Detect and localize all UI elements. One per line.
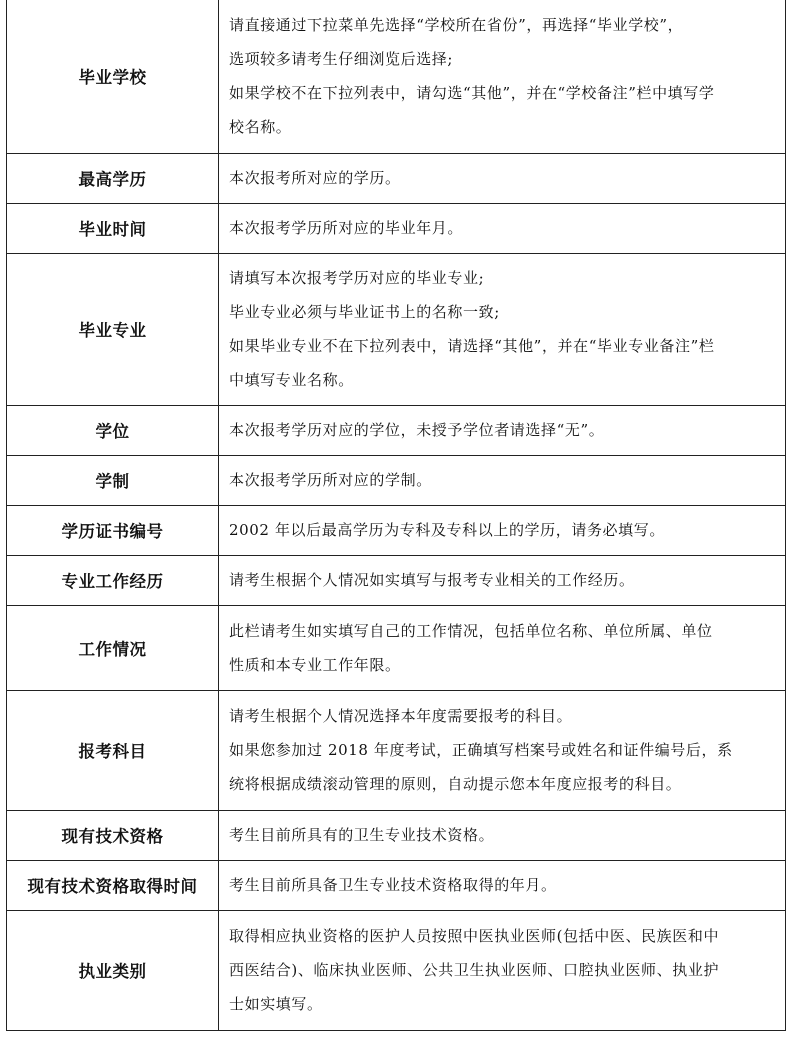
table-row xyxy=(7,153,786,203)
description-line: 本次报考所对应的学历。 xyxy=(229,169,401,187)
field-label: 工作情况 xyxy=(7,605,219,690)
table-row xyxy=(7,455,786,505)
description-line: 请考生根据个人情况选择本年度需要报考的科目。 xyxy=(229,707,573,725)
table-row xyxy=(7,860,786,910)
field-description xyxy=(219,910,786,1030)
description-line: 考生目前所具有的卫生专业技术资格。 xyxy=(229,826,495,844)
description-line: 本次报考学历所对应的毕业年月。 xyxy=(229,219,464,237)
table-row xyxy=(7,690,786,810)
field-label: 现有技术资格取得时间 xyxy=(7,860,219,910)
field-label: 最高学历 xyxy=(7,153,219,203)
field-label: 毕业专业 xyxy=(7,253,219,405)
table-row xyxy=(7,253,786,405)
field-label: 毕业时间 xyxy=(7,203,219,253)
description-line: 此栏请考生如实填写自己的工作情况，包括单位名称、单位所属、单位 xyxy=(229,621,713,640)
field-label: 报考科目 xyxy=(7,690,219,810)
field-description xyxy=(219,605,786,690)
description-line: 如果毕业专业不在下拉列表中，请选择“其他”，并在“毕业专业备注”栏 xyxy=(229,337,715,355)
field-label: 学历证书编号 xyxy=(7,505,219,555)
description-line: 请考生根据个人情况如实填写与报考专业相关的工作经历。 xyxy=(229,571,635,589)
field-label: 学制 xyxy=(7,455,219,505)
field-description xyxy=(219,555,786,605)
description-line: 性质和本专业工作年限。 xyxy=(229,655,401,674)
field-label: 学位 xyxy=(7,405,219,455)
table-row xyxy=(7,605,786,690)
field-description xyxy=(219,455,786,505)
description-line: 请直接通过下拉菜单先选择“学校所在省份”，再选择“毕业学校”， xyxy=(229,16,684,35)
description-line: 本次报考学历所对应的学制。 xyxy=(229,471,432,489)
field-description xyxy=(219,690,786,810)
description-line: 选项较多请考生仔细浏览后选择; xyxy=(229,50,454,69)
table-row xyxy=(7,505,786,555)
table-row xyxy=(7,910,786,1030)
description-line: 校名称。 xyxy=(229,118,292,137)
field-description xyxy=(219,0,786,153)
table-row xyxy=(7,810,786,860)
description-line: 取得相应执业资格的医护人员按照中医执业医师(包括中医、民族医和中 xyxy=(229,927,720,945)
field-description xyxy=(219,505,786,555)
field-label: 现有技术资格 xyxy=(7,810,219,860)
table-row xyxy=(7,203,786,253)
field-description-table xyxy=(6,0,786,1031)
description-line: 士如实填写。 xyxy=(229,995,323,1013)
description-line: 请填写本次报考学历对应的毕业专业; xyxy=(229,269,485,287)
field-description xyxy=(219,860,786,910)
description-line: 西医结合)、临床执业医师、公共卫生执业医师、口腔执业医师、执业护 xyxy=(229,961,720,979)
field-description xyxy=(219,810,786,860)
field-label: 专业工作经历 xyxy=(7,555,219,605)
description-line: 2002 年以后最高学历为专科及专科以上的学历，请务必填写。 xyxy=(229,521,665,539)
description-line: 如果您参加过 2018 年度考试，正确填写档案号或姓名和证件编号后，系 xyxy=(229,741,733,759)
description-line: 中填写专业名称。 xyxy=(229,371,354,389)
description-line: 本次报考学历对应的学位，未授予学位者请选择“无”。 xyxy=(229,421,605,439)
table-row xyxy=(7,405,786,455)
description-line: 考生目前所具备卫生专业技术资格取得的年月。 xyxy=(229,876,557,894)
field-description xyxy=(219,153,786,203)
description-line: 统将根据成绩滚动管理的原则，自动提示您本年度应报考的科目。 xyxy=(229,775,682,793)
description-line: 毕业专业必须与毕业证书上的名称一致; xyxy=(229,303,500,321)
description-line: 如果学校不在下拉列表中，请勾选“其他”，并在“学校备注”栏中填写学 xyxy=(229,84,715,103)
field-description xyxy=(219,405,786,455)
field-label: 执业类别 xyxy=(7,910,219,1030)
field-description xyxy=(219,203,786,253)
field-label: 毕业学校 xyxy=(7,0,219,153)
table-row xyxy=(7,555,786,605)
field-description xyxy=(219,253,786,405)
table-row xyxy=(7,0,786,153)
